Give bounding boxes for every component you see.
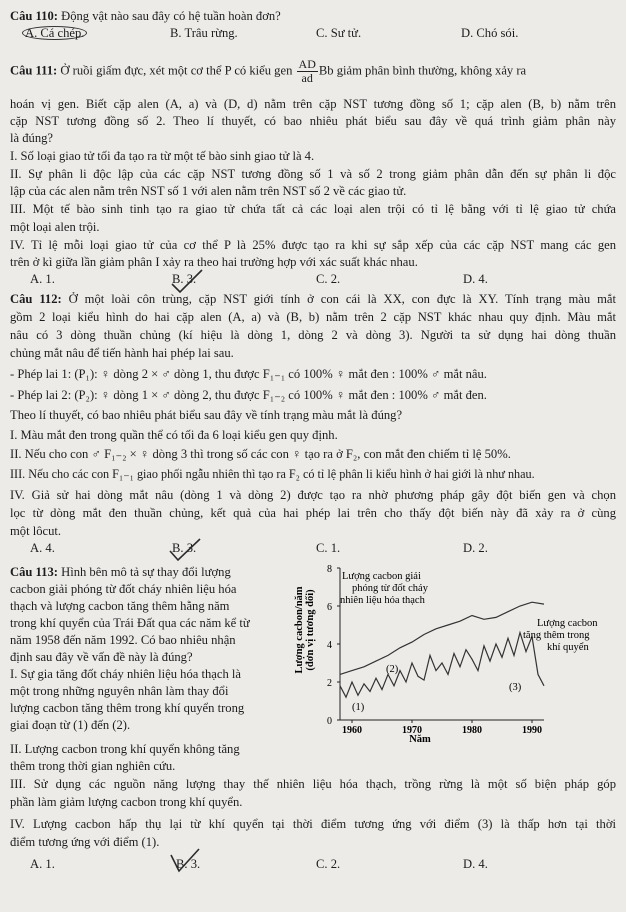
- pen-check-mark: [165, 845, 205, 875]
- q113-line: giai đoạn từ (1) đến (2).: [10, 718, 131, 732]
- q112-statement-iii: III. Nếu cho các con F₁₋₁ giao phối ngẫu nhiên thì tạo ra F₂ có tỉ lệ phân li kiểu hình ở hai giới là như nhau.: [10, 467, 535, 481]
- q111-statement-iii: III. Một tế bào sinh tinh tạo ra giao tử chứa tất cả các loại alen trội có tỉ lệ bằng với tỉ lệ giao tử chứa: [10, 202, 616, 216]
- x-axis-label: Năm: [409, 734, 431, 745]
- x-tick-label: 1960: [342, 725, 362, 736]
- q113-statement-iv: IV. Lượng cacbon hấp thụ lại từ khí quyển tại thời điểm tương ứng với điểm (3) là thấp hơn tại thời: [10, 817, 616, 831]
- q111-line: cặp NST tương đồng số 2. Theo lí thuyết, có bao nhiêu phát biểu sau đây về quá trình giảm phân này: [10, 114, 616, 128]
- x-tick-label: 1990: [522, 725, 542, 736]
- annotation-point-3: (3): [509, 682, 522, 693]
- question-111-intro: Câu 111: Ở ruồi giấm đực, xét một cơ thể P có kiểu gen $\frac{AD}{ad}$ Bb giảm phân bình thường, không xảy ra: [10, 57, 527, 85]
- q113-line: cacbon giải phóng từ đốt cháy nhiên liệu hóa: [10, 582, 237, 596]
- q111-line: lập của các alen nằm trên NST số 1 với alen nằm trên NST số 2 về các giao tử.: [10, 184, 407, 198]
- q112-cross-1: - Phép lai 1: (P₁): ♀ dòng 2 × ♂ dòng 1, thu được F₁₋₁ có 100% ♀ mắt đen : 100% ♂ mắt nâu.: [10, 367, 487, 381]
- q113-line: trong khí quyển của Trái Đất qua các năm kể từ: [10, 616, 250, 630]
- series-label-atmosphere: Lượng cacbon: [537, 618, 598, 629]
- q112-line: chủng mắt nâu để tiến hành hai phép lai sau.: [10, 346, 234, 360]
- y-axis-label: Lượng cacbon/năm: [294, 586, 305, 674]
- question-112: Câu 112: Ở một loài côn trùng, cặp NST giới tính ở con cái là XX, con đực là XY. Tính trạng màu mắt: [10, 292, 616, 306]
- series-label-atmosphere: tăng thêm trong: [523, 630, 590, 641]
- q111-option-d: D. 4.: [463, 272, 488, 286]
- q113-statement-iii: III. Sử dụng các nguồn năng lượng thay thế nhiên liệu hóa thạch, trồng rừng là một số biện pháp góp: [10, 777, 616, 791]
- q112-statement-ii: II. Nếu cho con ♂ F₁₋₂ × ♀ dòng 3 thì trong số các con ♀ tạo ra ở F₂, con mắt đen chiếm tỉ lệ 50%.: [10, 447, 511, 461]
- q111-option-c: C. 2.: [316, 272, 341, 286]
- y-axis-label-unit: (đơn vị tương đối): [305, 589, 316, 671]
- q111-line: trên ở kì giữa lần giảm phân I xảy ra theo hai trường hợp với xác suất khác nhau.: [10, 255, 418, 269]
- genotype-fraction: $\frac{AD}{ad}$: [298, 57, 316, 85]
- series-label-atmosphere: khí quyển: [547, 642, 589, 653]
- q113-line: lượng cacbon tăng thêm trong khí quyển trong: [10, 701, 245, 715]
- q112-statement-i: I. Màu mắt đen trong quần thể có tối đa 6 loại kiểu gen quy định.: [10, 428, 338, 442]
- q112-option-d: D. 2.: [463, 541, 488, 555]
- q111-statement-iv: IV. Tỉ lệ mỗi loại giao tử của cơ thể P là 25% được tạo ra khi sự sắp xếp của các cặp NST mang các gen: [10, 238, 616, 252]
- question-113: Câu 113: Hình bên mô tả sự thay đổi lượng: [10, 565, 231, 579]
- q113-option-d: D. 4.: [463, 857, 488, 871]
- q112-statement-iv: IV. Giả sử hai dòng mắt nâu (dòng 1 và dòng 2) được tạo ra nhờ phương pháp gây đột biến gen và chọn: [10, 488, 616, 502]
- y-tick-label: 0: [327, 716, 332, 727]
- q113-option-b: B. 3.: [176, 857, 201, 871]
- annotation-point-1: (1): [352, 702, 365, 713]
- q110-option-c: C. Sư tử.: [316, 26, 362, 40]
- y-tick-label: 6: [327, 602, 332, 613]
- pen-check-mark: [166, 537, 206, 563]
- q112-line: gồm 2 loại kiểu hình do hai cặp alen (A, a) và (B, b) nằm trên 2 cặp NST khác nhau quy định. Màu mắt: [10, 310, 616, 324]
- q110-option-b: B. Trâu rừng.: [170, 26, 238, 40]
- series-label-fossil: phóng từ đốt cháy: [352, 583, 428, 594]
- question-110: Câu 110: Động vật nào sau đây có hệ tuần hoàn đơn?: [10, 9, 281, 23]
- q112-line: nâu có 3 dòng thuần chủng (kí hiệu là dòng 1, dòng 2 và dòng 3). Người ta sử dụng hai dòng thuần: [10, 328, 616, 342]
- q113-option-a: A. 1.: [30, 857, 55, 871]
- q111-line: là đúng?: [10, 131, 54, 145]
- q111-option-b: B. 3.: [172, 272, 197, 286]
- q110-option-d: D. Chó sói.: [461, 26, 519, 40]
- q110-option-a: A. Cá chép.: [22, 26, 87, 41]
- y-tick-label: 8: [327, 564, 332, 575]
- series-label-fossil: nhiên liệu hóa thạch: [340, 595, 425, 606]
- q112-line: Theo lí thuyết, có bao nhiêu phát biểu sau đây về tính trạng màu mắt là đúng?: [10, 408, 403, 422]
- q111-option-a: A. 1.: [30, 272, 55, 286]
- q113-line: năm 1958 đến năm 1992. Có bao nhiêu nhận: [10, 633, 236, 647]
- q113-line: thêm trong thời gian nghiên cứu.: [10, 759, 176, 773]
- q111-line: một loại alen trội.: [10, 220, 100, 234]
- y-tick-label: 4: [327, 640, 332, 651]
- q113-statement-i: I. Sự gia tăng đốt cháy nhiên liệu hóa thạch là: [10, 667, 241, 681]
- annotation-point-2: (2): [386, 664, 399, 675]
- q112-option-c: C. 1.: [316, 541, 341, 555]
- q112-option-b: B. 3.: [172, 541, 197, 555]
- x-tick-label: 1970: [402, 725, 422, 736]
- q111-statement-i: I. Số loại giao tử tối đa tạo ra từ một tế bào sinh giao tử là 4.: [10, 149, 315, 163]
- q112-option-a: A. 4.: [30, 541, 55, 555]
- q111-statement-ii: II. Sự phân li độc lập của các cặp NST tương đồng số 1 và số 2 trong giảm phân dẫn đến sự phân li độc: [10, 167, 616, 181]
- carbon-line-chart: [292, 560, 622, 750]
- q113-option-c: C. 2.: [316, 857, 341, 871]
- q111-line: hoán vị gen. Biết cặp alen (A, a) và (D, d) nằm trên cặp NST tương đồng số 1; cặp alen (B, b) nằm trên: [10, 97, 616, 111]
- series-label-fossil: Lượng cacbon giải: [342, 571, 421, 582]
- q113-line: định sau đây về vấn đề này là đúng?: [10, 650, 193, 664]
- q113-line: điểm tương ứng với điểm (1).: [10, 835, 160, 849]
- q112-line: một lôcut.: [10, 524, 62, 538]
- q113-statement-ii: II. Lượng cacbon trong khí quyển không tăng: [10, 742, 240, 756]
- q113-line: một trong những nguyên nhân làm thay đổi: [10, 684, 229, 698]
- q112-cross-2: - Phép lai 2: (P₂): ♀ dòng 1 × ♂ dòng 2, thu được F₁₋₂ có 100% ♀ mắt đen : 100% ♂ mắt đen.: [10, 388, 487, 402]
- x-tick-label: 1980: [462, 725, 482, 736]
- q113-line: thạch và lượng cacbon tăng thêm hằng năm: [10, 599, 230, 613]
- q113-line: phần làm giảm lượng cacbon trong khí quyển.: [10, 795, 243, 809]
- y-tick-label: 2: [327, 678, 332, 689]
- q112-line: lọc từ dòng mắt đen thuần chủng, kết quả của hai phép lai trên cho thấy đột biến này đã xảy ra ở cùng: [10, 506, 616, 520]
